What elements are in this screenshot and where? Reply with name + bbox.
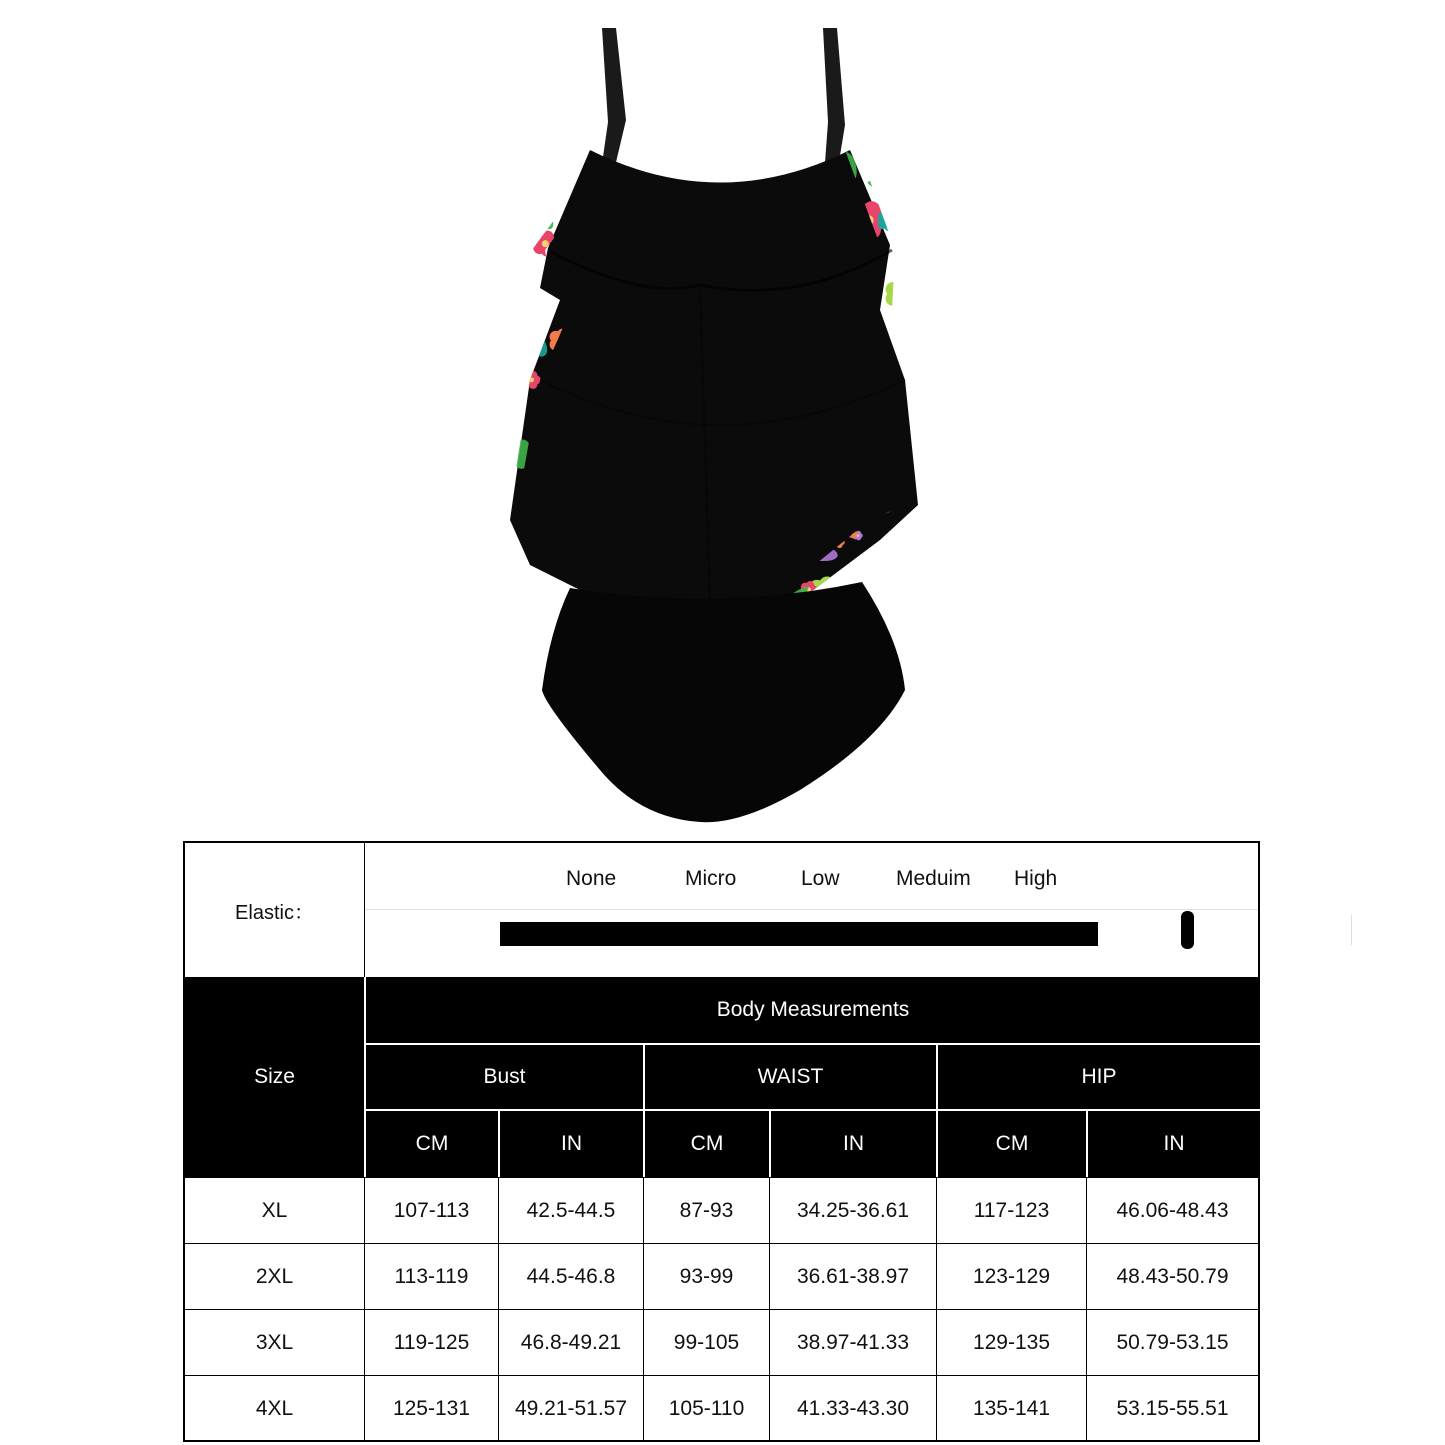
waist-cm-header: CM	[645, 1111, 769, 1177]
print-petal	[510, 153, 522, 165]
print-petal	[666, 132, 681, 147]
size-cell: XL	[185, 1178, 365, 1243]
print-flower-center	[547, 129, 549, 131]
scale-guide-line	[365, 909, 1258, 910]
print-flower-center	[512, 196, 520, 204]
print-petal	[743, 124, 752, 133]
print-petal	[530, 216, 539, 225]
print-petal	[532, 621, 543, 632]
print-petal	[539, 630, 550, 641]
print-petal	[493, 297, 511, 315]
swim-bottom	[542, 582, 905, 822]
print-petal	[699, 143, 713, 157]
waist-in-header: IN	[771, 1111, 936, 1177]
print-leaf	[538, 599, 553, 620]
print-petal	[517, 163, 529, 175]
size-cell: 4XL	[185, 1376, 365, 1441]
print-petal	[703, 166, 717, 180]
waist-in-cell: 36.61-38.97	[770, 1244, 937, 1309]
print-petal	[510, 161, 522, 173]
print-petal	[544, 129, 548, 133]
print-petal	[888, 215, 898, 225]
print-flower-center	[540, 627, 546, 633]
print-flower-center	[750, 129, 755, 134]
print-petal	[743, 130, 752, 139]
print-petal	[538, 645, 548, 655]
print-leaf	[533, 204, 557, 232]
print-petal	[536, 208, 545, 217]
print-petal	[538, 655, 548, 665]
print-petal	[495, 167, 513, 185]
print-petal	[547, 126, 551, 130]
hip-cm-cell: 123-129	[937, 1244, 1087, 1309]
print-petal	[544, 126, 548, 130]
print-petal	[502, 188, 517, 203]
bust-cm-cell: 119-125	[365, 1310, 499, 1375]
print-leaf	[573, 118, 582, 143]
hip-in-cell: 50.79-53.15	[1116, 1330, 1229, 1354]
print-leaf	[894, 553, 918, 570]
print-petal	[518, 398, 523, 403]
print-petal	[512, 291, 530, 309]
bust-in-cell: 49.21-51.57	[499, 1376, 644, 1441]
print-petal	[900, 287, 914, 301]
print-flower-center	[506, 295, 516, 305]
print-petal	[511, 200, 526, 215]
print-petal	[753, 127, 762, 136]
elastic-row	[185, 843, 1258, 977]
print-petal	[532, 647, 542, 657]
waist-cm-cell: 87-93	[644, 1178, 770, 1243]
bust-in-cell: 42.5-44.5	[499, 1178, 644, 1243]
elasticity-bar	[500, 922, 1098, 946]
print-petal	[532, 628, 543, 639]
scale-end-tick	[1351, 915, 1352, 945]
table-header	[185, 977, 1258, 1177]
print-leaf	[509, 635, 528, 661]
print-petal	[502, 197, 517, 212]
print-flower-center	[521, 397, 524, 400]
waist-cm-cell: 99-105	[644, 1310, 770, 1375]
print-petal	[522, 396, 527, 401]
level-low: Low	[801, 867, 840, 890]
level-micro: Micro	[685, 867, 737, 890]
print-petal	[511, 185, 526, 200]
waist-in-cell: 34.25-36.61	[770, 1178, 937, 1243]
hip-cm-cell: 129-135	[937, 1310, 1087, 1375]
print-petal	[666, 122, 681, 137]
print-leaf	[498, 645, 526, 673]
left-strap	[600, 28, 626, 178]
waist-in-cell: 38.97-41.33	[770, 1310, 937, 1375]
print-leaf	[894, 268, 918, 291]
print-petal	[894, 294, 908, 308]
print-leaf	[514, 622, 547, 653]
print-petal	[506, 163, 524, 181]
print-petal	[878, 212, 888, 222]
print-petal	[548, 128, 552, 132]
level-high: High	[1014, 867, 1058, 890]
size-chart	[183, 841, 1260, 1442]
print-petal	[515, 199, 529, 213]
table-row	[185, 1309, 1258, 1375]
hip-in-cell: 53.15-55.51	[1116, 1396, 1229, 1420]
bust-cm-cell: 125-131	[365, 1376, 499, 1441]
waist-cm-cell: 105-110	[644, 1376, 770, 1441]
elastic-label: Elastic：	[185, 843, 365, 977]
bust-in-header: IN	[500, 1111, 643, 1177]
elastic-scale	[365, 843, 1258, 977]
print-petal	[560, 137, 574, 151]
print-flower-center	[536, 215, 541, 220]
print-petal	[713, 154, 731, 172]
print-flower-center	[885, 218, 891, 224]
print-flower-center	[676, 130, 684, 138]
level-none: None	[566, 867, 617, 890]
print-petal	[749, 122, 758, 131]
hip-cm-cell: 117-123	[937, 1178, 1087, 1243]
print-petal	[530, 210, 539, 219]
print-petal	[749, 132, 758, 141]
print-flower-center	[895, 290, 903, 298]
print-petal	[695, 155, 709, 169]
hip-in-header: IN	[1088, 1111, 1260, 1177]
print-petal	[507, 202, 521, 216]
print-flower-center	[529, 377, 534, 382]
print-petal	[522, 157, 534, 169]
elasticity-marker	[1181, 911, 1194, 949]
bust-header: Bust	[366, 1045, 643, 1109]
print-petal	[543, 625, 554, 636]
print-petal	[505, 282, 523, 300]
print-petal	[515, 214, 529, 228]
hip-cm-header: CM	[938, 1111, 1086, 1177]
print-petal	[681, 127, 696, 142]
print-petal	[507, 211, 521, 225]
level-medium: Meduim	[896, 867, 971, 890]
print-flower-center	[518, 159, 525, 166]
size-cell: 3XL	[185, 1310, 365, 1375]
print-petal	[495, 178, 513, 196]
print-petal	[894, 279, 908, 293]
print-petal	[547, 130, 551, 134]
hip-in-cell: 48.43-50.79	[1116, 1264, 1229, 1288]
print-flower-center	[542, 240, 549, 247]
print-petal	[552, 134, 566, 148]
print-petal	[699, 134, 713, 148]
print-petal	[506, 182, 524, 200]
print-flower-center	[561, 133, 569, 141]
hip-in-cell: 46.06-48.43	[1116, 1198, 1229, 1222]
print-petal	[702, 158, 720, 176]
print-petal	[552, 126, 566, 140]
print-petal	[720, 163, 738, 181]
table-row	[185, 1243, 1258, 1309]
print-petal	[708, 146, 722, 160]
bust-cm-header: CM	[366, 1111, 498, 1177]
print-petal	[675, 119, 690, 134]
hip-cm-cell: 135-141	[937, 1376, 1087, 1441]
hip-header: HIP	[938, 1045, 1260, 1109]
print-petal	[708, 131, 722, 145]
size-cell: 2XL	[185, 1244, 365, 1309]
print-petal	[520, 398, 525, 403]
print-petal	[565, 130, 579, 144]
print-petal	[675, 135, 690, 150]
print-petal	[539, 619, 550, 630]
table-row	[185, 1177, 1258, 1243]
print-flower-center	[714, 167, 724, 177]
bust-cm-cell: 107-113	[365, 1178, 499, 1243]
print-petal	[560, 123, 574, 137]
body-measurements-header: Body Measurements	[366, 977, 1260, 1043]
print-petal	[884, 210, 894, 220]
waist-in-cell: 41.33-43.30	[770, 1376, 937, 1441]
print-petal	[517, 193, 532, 208]
print-petal	[517, 150, 529, 162]
print-flower-center	[709, 142, 717, 150]
print-flower-center	[704, 162, 712, 170]
print-petal	[513, 173, 531, 191]
print-flower-center	[507, 177, 517, 187]
print-petal	[493, 285, 511, 303]
print-petal	[695, 163, 709, 177]
bust-in-cell: 44.5-46.8	[499, 1244, 644, 1309]
table-row	[185, 1375, 1258, 1441]
print-petal	[714, 139, 728, 153]
print-leaf	[491, 135, 535, 144]
print-petal	[886, 282, 900, 296]
waist-header: WAIST	[645, 1045, 936, 1109]
bust-cm-cell: 113-119	[365, 1244, 499, 1309]
print-petal	[726, 173, 736, 183]
print-leaf	[867, 179, 892, 194]
print-petal	[703, 152, 717, 166]
print-flower-center	[538, 653, 543, 658]
print-petal	[532, 653, 542, 663]
print-petal	[505, 301, 523, 319]
print-petal	[539, 213, 548, 222]
print-flower-center	[516, 210, 524, 218]
bust-in-cell: 46.8-49.21	[499, 1310, 644, 1375]
print-petal	[520, 394, 525, 399]
size-header: Size	[185, 977, 364, 1177]
print-petal	[518, 395, 523, 400]
print-petal	[521, 206, 535, 220]
print-petal	[536, 217, 545, 226]
print-leaf	[697, 152, 724, 176]
print-petal	[709, 159, 723, 173]
waist-cm-cell: 93-99	[644, 1244, 770, 1309]
